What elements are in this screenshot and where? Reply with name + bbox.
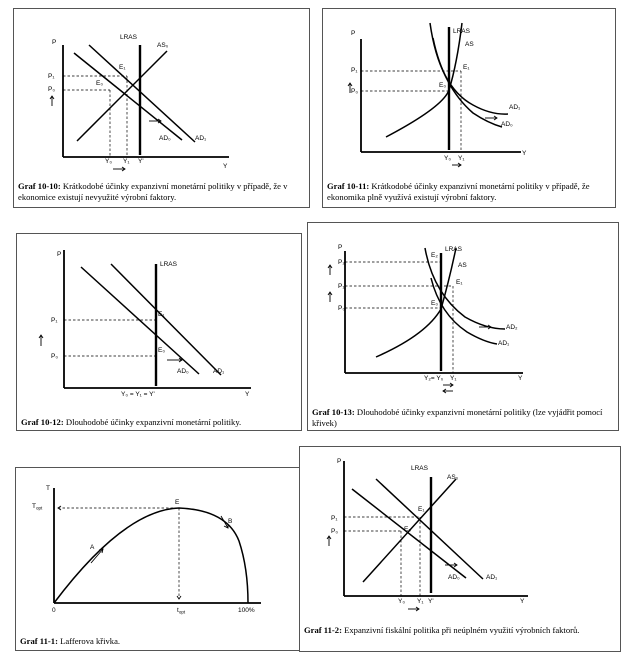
as-label: AS₀ [157, 42, 169, 49]
lras-label: LRAS [120, 34, 137, 41]
p1-label: P₁ [331, 515, 338, 522]
p0-label: P₀ [338, 305, 346, 312]
caption-graf-10-11 [327, 181, 612, 202]
figure-graf-10-13 [307, 222, 619, 431]
y-equal-label: Y₀ = Y₁ = Y' [121, 391, 155, 398]
caption-graf-10-12 [21, 417, 299, 428]
lras-label: LRAS [445, 246, 462, 253]
axis-y-label: Y [520, 598, 525, 605]
caption-id: Graf 10-10: [18, 181, 61, 191]
a-label: A [90, 544, 95, 551]
ad2-label: AD₂ [506, 324, 518, 331]
p1-label: P₁ [51, 317, 58, 324]
graf-10-13-diagram [308, 223, 620, 432]
y0-label: Y₀ [105, 158, 113, 165]
figure-graf-10-10 [13, 8, 310, 208]
t-opt-label: $T_{opt}$ [32, 503, 43, 511]
caption-text: Krátkodobé účinky expanzivní monetární politiky v případě, že v ekonomice existují nevyužité výrobní faktory. [18, 181, 288, 202]
caption-text: Dlouhodobé účinky expanzivní monetární politiky (lze vyjádřit pomocí křivek) [312, 407, 603, 428]
e0-label: E₀ [404, 526, 412, 533]
y1-label: Y₁ [458, 155, 465, 162]
lras-label: LRAS [160, 261, 177, 268]
axis-y-label: Y [223, 163, 228, 170]
axis-p-label: P [351, 30, 356, 37]
caption-text: Dlouhodobé účinky expanzivní monetární politiky. [63, 417, 242, 427]
caption-id: Graf 11-2: [304, 625, 342, 635]
axis-p-label: P [57, 251, 62, 258]
as-label: AS [458, 262, 467, 269]
caption-graf-10-13 [312, 407, 616, 428]
y1-label: Y₁ [123, 158, 130, 165]
e0-label: E₀ [96, 80, 104, 87]
lras-label: LRAS [411, 465, 428, 472]
figure-graf-11-2 [299, 446, 621, 652]
graf-10-11-diagram [323, 9, 617, 209]
p2-label: P₂ [338, 259, 345, 266]
caption-graf-11-2 [304, 625, 618, 636]
e1-label: E₁ [119, 64, 126, 71]
zero-label: 0 [52, 607, 56, 614]
ystar-label: Y' [138, 158, 144, 165]
ystar-label: Y' [428, 598, 434, 605]
axis-y-label: Y [522, 150, 527, 157]
axis-y-label: Y [518, 375, 523, 382]
p0-label: P₀ [48, 86, 56, 93]
p1-label: P₁ [338, 283, 345, 290]
caption-graf-11-1 [20, 636, 300, 647]
y0-label: Y₀ [398, 598, 406, 605]
ad1-label: AD₁ [509, 104, 521, 111]
e2-label: E₂ [431, 252, 438, 259]
caption-text: Krátkodobé účinky expanzivní monetární politiky v případě, že ekonomika plně využívá existují výrobní faktory. [327, 181, 590, 202]
caption-graf-10-10 [18, 181, 306, 202]
figure-graf-10-12 [16, 233, 302, 431]
hundred-percent-label: 100% [238, 607, 255, 614]
e1-label: E₁ [158, 311, 165, 318]
y-equal-label: Y₂= Y₀ [424, 375, 444, 382]
axis-t-label: T [46, 485, 50, 492]
ad0-label: AD₀ [177, 368, 189, 375]
caption-id: Graf 10-13: [312, 407, 355, 417]
figure-graf-11-1 [15, 467, 304, 651]
axis-p-label: P [337, 458, 342, 465]
ad0-label: AD₀ [448, 574, 460, 581]
e-label: E [175, 499, 180, 506]
graf-10-12-diagram [17, 234, 303, 432]
figure-graf-10-11 [322, 8, 616, 208]
e1-label: E₁ [463, 64, 470, 71]
axis-p-label: P [52, 39, 57, 46]
e1-label: E₁ [456, 279, 463, 286]
y1-label: Y₁ [417, 598, 424, 605]
p0-label: P₀ [331, 528, 339, 535]
caption-text: Lafferova křivka. [57, 636, 121, 646]
ad1-label: AD₁ [213, 368, 225, 375]
p0-label: P₀ [351, 88, 359, 95]
p0-label: P₀ [51, 353, 59, 360]
ad0-label: AD₀ [159, 135, 171, 142]
e0-label: E₀ [439, 82, 447, 89]
e1-label: E₁ [418, 506, 425, 513]
as-label: AS₀ [447, 474, 459, 481]
b-label: B [228, 518, 233, 525]
y0-label: Y₀ [444, 155, 452, 162]
y1-label: Y₁ [450, 375, 457, 382]
ad1-label: AD₁ [498, 340, 510, 347]
caption-id: Graf 10-12: [21, 417, 64, 427]
as-label: AS [465, 41, 474, 48]
caption-id: Graf 10-11: [327, 181, 370, 191]
caption-id: Graf 11-1: [20, 636, 58, 646]
e0-label: E₀ [431, 300, 439, 307]
caption-text: Expanzivní fiskální politika při neúplném využití výrobních faktorů. [341, 625, 580, 635]
axis-y-label: Y [245, 391, 250, 398]
ad1-label: AD₁ [486, 574, 498, 581]
graf-11-1-diagram [16, 468, 305, 652]
ad0-label: AD₀ [501, 121, 513, 128]
p1-label: P₁ [48, 73, 55, 80]
graf-10-10-diagram [14, 9, 311, 209]
graf-11-2-diagram [300, 447, 622, 653]
p1-label: P₁ [351, 67, 358, 74]
e0-label: E₀ [158, 347, 166, 354]
lras-label: LRAS [453, 28, 470, 35]
axis-p-label: P [338, 244, 343, 251]
ad1-label: AD₁ [195, 135, 207, 142]
t-opt-axis-label: $t_{opt}$ [177, 607, 186, 615]
